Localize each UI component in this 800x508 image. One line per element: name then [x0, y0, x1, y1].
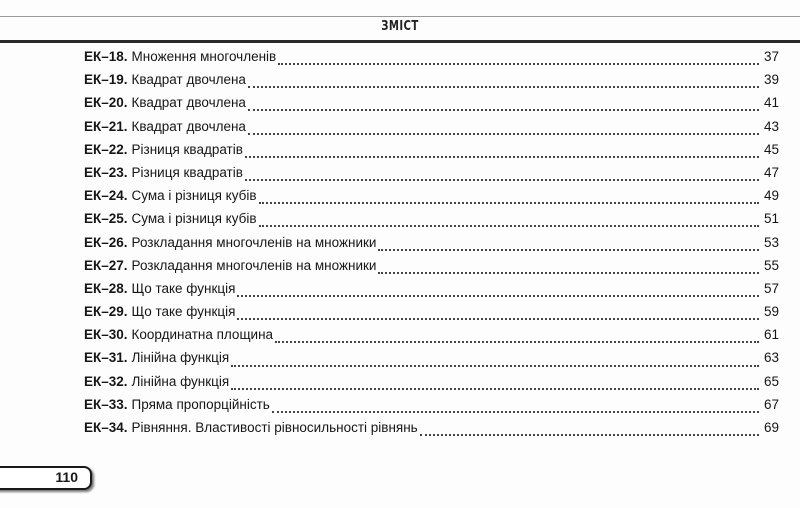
toc-entry[interactable]: [84, 188, 779, 211]
page-number: 110: [55, 469, 78, 485]
toc-page: 37: [763, 49, 779, 64]
leader-dots: [378, 248, 759, 251]
header-rule: [0, 40, 800, 43]
toc-code: ЕК–19.: [84, 72, 128, 88]
page-number-tab: [0, 466, 92, 490]
toc-code: ЕК–34.: [84, 420, 128, 435]
toc-title: Різниця квадратів: [131, 164, 243, 180]
toc-page: 43: [763, 118, 779, 134]
toc-code: ЕК–24.: [84, 188, 128, 204]
toc-page: 67: [763, 396, 779, 412]
leader-dots: [248, 85, 759, 88]
toc-page: 51: [763, 211, 779, 227]
toc-entry[interactable]: [84, 397, 779, 420]
toc-title: Квадрат двочлена: [131, 72, 246, 88]
leader-dots: [231, 364, 759, 367]
leader-dots: [378, 271, 759, 274]
toc-title: Що таке функція: [131, 280, 236, 296]
leader-dots: [272, 410, 759, 413]
leader-dots: [245, 178, 759, 181]
toc-page: 39: [763, 72, 779, 88]
toc-code: ЕК–20.: [84, 95, 128, 111]
toc-title: Сума і різниця кубів: [131, 188, 257, 204]
toc-code: ЕК–32.: [84, 373, 128, 389]
toc-title: Множення многочленів: [131, 49, 277, 64]
toc-page: 45: [763, 141, 779, 157]
leader-dots: [259, 224, 759, 227]
toc-entry[interactable]: [84, 235, 779, 258]
toc-page: 57: [763, 280, 779, 296]
toc-title: Рівняння. Властивості рівносильності рівнянь: [131, 420, 418, 435]
toc-code: ЕК–31.: [84, 350, 128, 366]
page-title: ЗМІСТ: [381, 19, 419, 34]
toc-code: ЕК–18.: [84, 49, 128, 64]
toc-page: 53: [763, 234, 779, 250]
toc-title: Пряма пропорційність: [131, 396, 270, 412]
toc-entry[interactable]: [84, 258, 779, 281]
toc-code: ЕК–28.: [84, 280, 128, 296]
toc-code: ЕК–22.: [84, 141, 128, 157]
toc-code: ЕК–23.: [84, 164, 128, 180]
leader-dots: [237, 294, 759, 297]
toc-entry[interactable]: [84, 165, 779, 188]
toc-title: Розкладання многочленів на множники: [131, 257, 377, 273]
leader-dots: [237, 317, 759, 320]
toc-page: 65: [763, 373, 779, 389]
toc-entry[interactable]: [84, 119, 779, 142]
toc-title: Розкладання многочленів на множники: [131, 234, 377, 250]
leader-dots: [278, 62, 759, 65]
toc-code: ЕК–25.: [84, 211, 128, 227]
toc-page: 55: [763, 257, 779, 273]
toc-title: Координатна площина: [131, 327, 274, 343]
toc-entry[interactable]: [84, 95, 779, 118]
toc-title: Лінійна функція: [131, 373, 230, 389]
top-rule: [0, 16, 800, 17]
toc-title: Що таке функція: [131, 304, 236, 320]
table-of-contents: [84, 49, 779, 443]
toc-title: Лінійна функція: [131, 350, 230, 366]
toc-entry[interactable]: [84, 142, 779, 165]
toc-code: ЕК–29.: [84, 304, 128, 320]
toc-entry[interactable]: [84, 281, 779, 304]
toc-entry[interactable]: [84, 211, 779, 234]
toc-entry[interactable]: [84, 374, 779, 397]
toc-page: 61: [763, 327, 779, 343]
toc-title: Сума і різниця кубів: [131, 211, 257, 227]
toc-page: 49: [763, 188, 779, 204]
toc-title: Різниця квадратів: [131, 141, 243, 157]
toc-code: ЕК–33.: [84, 396, 128, 412]
toc-entry[interactable]: [84, 304, 779, 327]
toc-page: 69: [763, 420, 779, 435]
toc-entry[interactable]: [84, 327, 779, 350]
toc-entry[interactable]: [84, 420, 779, 443]
toc-entry[interactable]: [84, 49, 779, 72]
leader-dots: [248, 108, 759, 111]
leader-dots: [248, 132, 759, 135]
leader-dots: [245, 155, 759, 158]
toc-entry[interactable]: [84, 350, 779, 373]
toc-code: ЕК–26.: [84, 234, 128, 250]
toc-entry[interactable]: [84, 72, 779, 95]
toc-page: 41: [763, 95, 779, 111]
toc-page: 47: [763, 164, 779, 180]
toc-title: Квадрат двочлена: [131, 118, 246, 134]
toc-code: ЕК–21.: [84, 118, 128, 134]
leader-dots: [420, 433, 759, 436]
leader-dots: [259, 201, 759, 204]
toc-title: Квадрат двочлена: [131, 95, 246, 111]
toc-page: 59: [763, 304, 779, 320]
toc-page: 63: [763, 350, 779, 366]
toc-code: ЕК–27.: [84, 257, 128, 273]
leader-dots: [275, 340, 759, 343]
leader-dots: [231, 387, 759, 390]
toc-code: ЕК–30.: [84, 327, 128, 343]
